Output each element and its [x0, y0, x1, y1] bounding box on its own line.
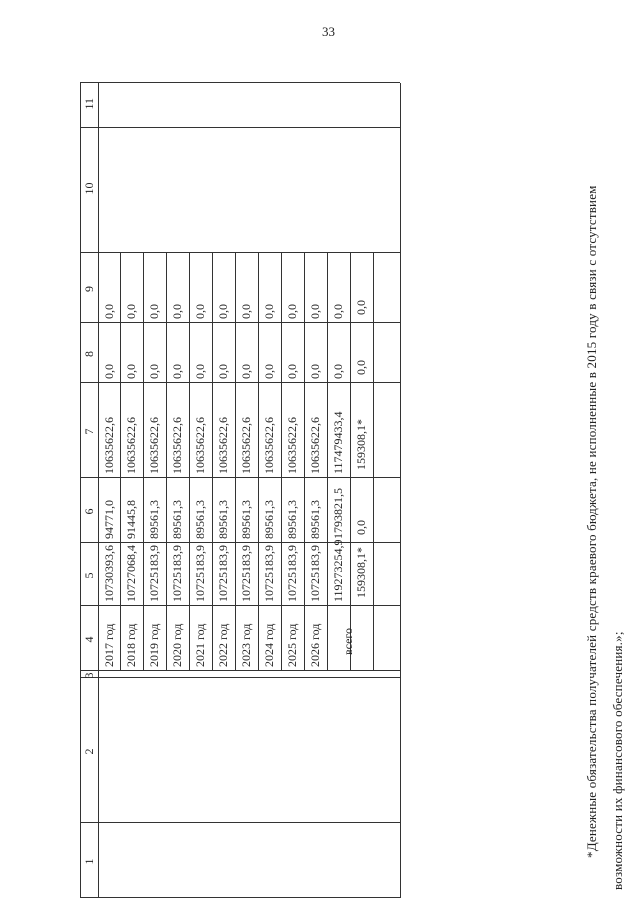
row-divider-3	[166, 253, 167, 671]
table-cell: 0,0	[308, 304, 322, 319]
total-cell-b: 159308,1*	[354, 419, 368, 470]
table-cell: 0,0	[193, 364, 207, 379]
table-cell: 0,0	[124, 364, 138, 379]
page-number: 33	[322, 24, 335, 39]
column-divider-3	[80, 670, 400, 671]
table-cell: 10725183,9	[308, 545, 322, 602]
row-divider-10	[327, 253, 328, 671]
column-divider-1	[80, 822, 400, 823]
total-cell-b: 159308,1*	[354, 547, 368, 598]
table-cell: 91445,8	[124, 500, 138, 539]
table-cell: 10725183,9	[239, 545, 253, 602]
table-cell: 2019 год	[147, 623, 161, 667]
column-divider-4	[80, 605, 400, 606]
table-cell: 2018 год	[124, 623, 138, 667]
rotated-table-page	[80, 38, 640, 898]
table-border-top	[80, 83, 81, 898]
total-cell-b: 0,0	[354, 300, 368, 315]
column-divider-9	[80, 252, 400, 253]
table-cell: 10725183,9	[193, 545, 207, 602]
row-divider-7	[258, 253, 259, 671]
row-divider-0	[98, 253, 99, 671]
table-cell: 10635622,6	[147, 417, 161, 474]
row-divider-6	[235, 253, 236, 671]
table-cell: 10635622,6	[193, 417, 207, 474]
column-divider-6	[80, 477, 400, 478]
table-cell: 10727068,4	[124, 545, 138, 602]
table-cell: 2026 год	[308, 623, 322, 667]
table-cell: 10635622,6	[124, 417, 138, 474]
table-cell: 10635622,6	[216, 417, 230, 474]
table-cell: 2017 год	[102, 623, 116, 667]
table-cell: 89561,3	[216, 500, 230, 539]
column-divider-11	[80, 82, 400, 83]
table-cell: 0,0	[262, 364, 276, 379]
table-cell: 10635622,6	[170, 417, 184, 474]
column-header-9: 9	[82, 286, 96, 292]
table-cell: 10635622,6	[262, 417, 276, 474]
table-cell: 89561,3	[285, 500, 299, 539]
column-header-1: 1	[82, 858, 96, 865]
table-cell: 10635622,6	[308, 417, 322, 474]
table-cell: 89561,3	[262, 500, 276, 539]
column-divider-5	[80, 542, 400, 543]
total-cell: 117479433,4	[331, 411, 345, 474]
table-cell: 0,0	[170, 364, 184, 379]
table-cell: 89561,3	[193, 500, 207, 539]
table-cell: 0,0	[102, 364, 116, 379]
total-cell: 119273254,9	[331, 539, 345, 602]
table-cell: 0,0	[147, 304, 161, 319]
footnote-line-1: *Денежные обязательства получателей средств краевого бюджета, не исполненные в 2015 году в связи с отсутствием	[584, 185, 599, 858]
total-cell-b: 0,0	[354, 360, 368, 375]
table-cell: 0,0	[239, 364, 253, 379]
table-cell: 10725183,9	[262, 545, 276, 602]
total-cell-b: 0,0	[354, 520, 368, 535]
table-cell: 10730393,6	[102, 545, 116, 602]
table-cell: 0,0	[262, 304, 276, 319]
table-cell: 2024 год	[262, 623, 276, 667]
table-cell: 10635622,6	[239, 417, 253, 474]
table-cell: 0,0	[216, 304, 230, 319]
column-header-5: 5	[82, 572, 96, 579]
column-divider-2	[80, 677, 400, 678]
column-divider-0	[80, 897, 400, 898]
table-cell: 0,0	[102, 304, 116, 319]
table-cell: 2023 год	[239, 623, 253, 667]
table-cell: 10725183,9	[147, 545, 161, 602]
table-cell: 89561,3	[239, 500, 253, 539]
table-cell: 2021 год	[193, 623, 207, 667]
table-cell: 0,0	[216, 364, 230, 379]
table-cell: 2022 год	[216, 623, 230, 667]
row-divider-4	[189, 253, 190, 671]
total-cell: 1793821,5	[331, 488, 345, 539]
table-cell: 0,0	[124, 304, 138, 319]
table-cell: 0,0	[308, 364, 322, 379]
table-cell: 0,0	[285, 364, 299, 379]
table-cell: 2025 год	[285, 623, 299, 667]
table-border-bottom	[400, 83, 401, 898]
total-cell: 0,0	[331, 364, 345, 379]
total-cell: 0,0	[331, 304, 345, 319]
table-cell: 10725183,9	[216, 545, 230, 602]
row-divider-9	[304, 253, 305, 671]
row-divider-2	[143, 253, 144, 671]
row-divider-11	[350, 253, 351, 671]
column-header-2: 2	[82, 748, 96, 755]
table-cell: 94771,0	[102, 500, 116, 539]
column-header-6: 6	[82, 508, 96, 515]
column-header-8: 8	[82, 351, 96, 357]
total-label: всего	[341, 627, 355, 655]
table-cell: 89561,3	[147, 500, 161, 539]
table-cell: 2020 год	[170, 623, 184, 667]
table-cell: 10635622,6	[285, 417, 299, 474]
column-header-7: 7	[82, 428, 96, 435]
column-header-10: 10	[82, 182, 96, 195]
column-header-3: 3	[82, 672, 96, 679]
column-divider-10	[80, 127, 400, 128]
row-divider-5	[212, 253, 213, 671]
table-cell: 10725183,9	[170, 545, 184, 602]
row-divider-8	[281, 253, 282, 671]
row-divider-12	[373, 253, 374, 671]
table-cell: 10635622,6	[102, 417, 116, 474]
table-cell: 0,0	[147, 364, 161, 379]
table-cell: 0,0	[170, 304, 184, 319]
table-cell: 89561,3	[170, 500, 184, 539]
column-divider-8	[80, 322, 400, 323]
column-divider-7	[80, 382, 400, 383]
row-divider-1	[120, 253, 121, 671]
table-cell: 0,0	[285, 304, 299, 319]
table-cell: 89561,3	[308, 500, 322, 539]
table-cell: 0,0	[193, 304, 207, 319]
column-header-11: 11	[82, 97, 96, 110]
footnote-line-2: возможности их финансового обеспечения.»;	[610, 631, 625, 890]
table-cell: 10725183,9	[285, 545, 299, 602]
column-header-4: 4	[82, 636, 96, 643]
table-cell: 0,0	[239, 304, 253, 319]
